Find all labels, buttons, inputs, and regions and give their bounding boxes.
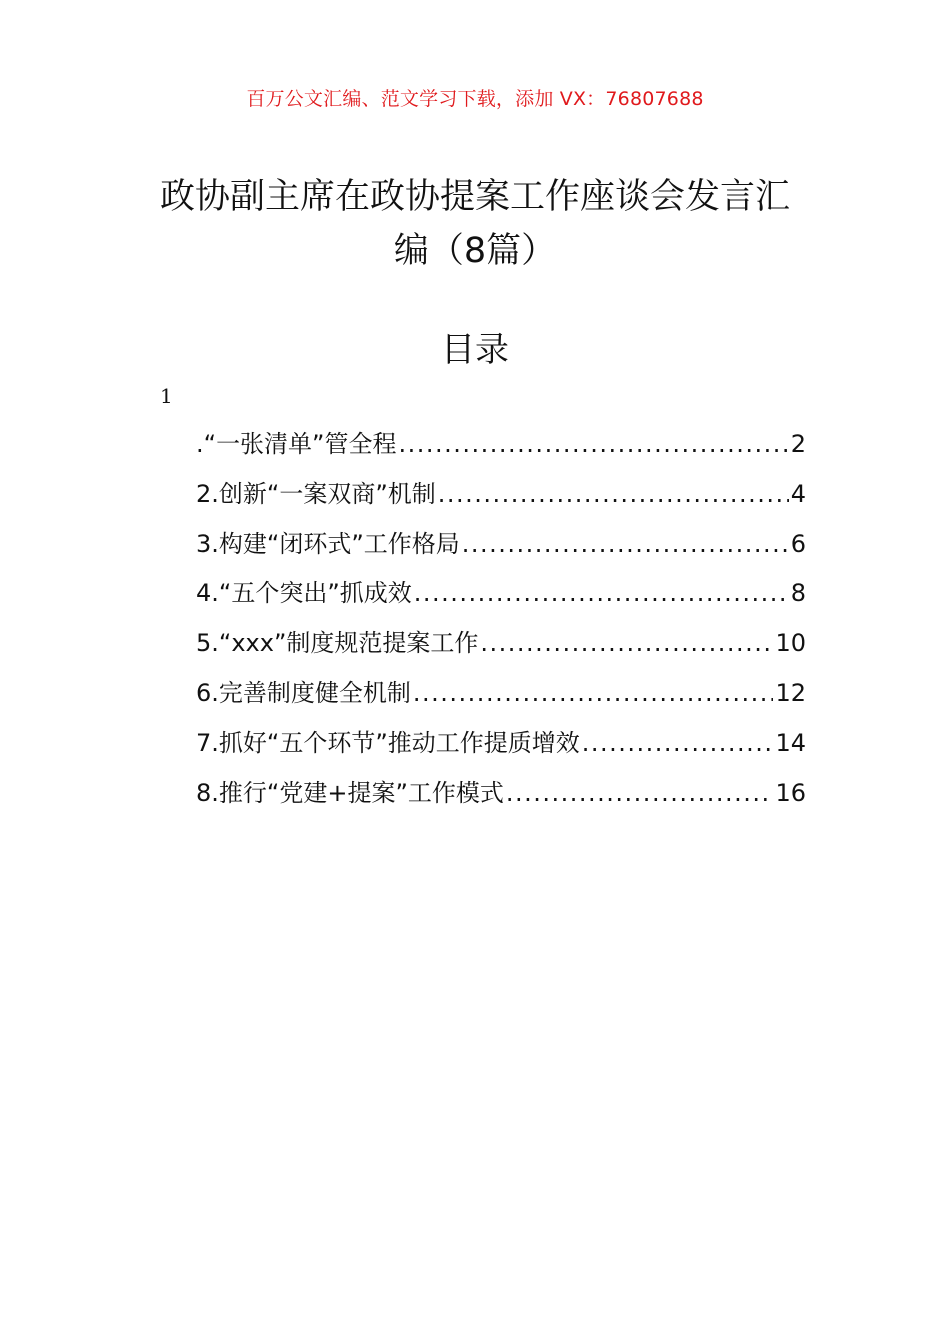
document-title: 政协副主席在政协提案工作座谈会发言汇编（8篇） xyxy=(159,177,790,271)
toc-dot-leader xyxy=(414,573,789,613)
toc-entry-label: 6.完善制度健全机制 xyxy=(196,678,411,707)
toc-dot-leader xyxy=(480,623,773,663)
toc-entry-page: 14 xyxy=(775,728,806,757)
toc-dot-leader xyxy=(399,424,789,464)
toc-entry-label: 4.“五个突出”抓成效 xyxy=(196,579,412,608)
toc-dot-leader xyxy=(582,723,774,763)
toc-entry-page: 10 xyxy=(775,629,806,658)
toc-dot-leader xyxy=(438,474,789,514)
toc-entry-label: 7.抓好“五个环节”推动工作提质增效 xyxy=(196,728,580,757)
toc-entry-page: 12 xyxy=(775,678,806,707)
toc-entry[interactable] xyxy=(196,623,806,673)
toc-entry-page: 2 xyxy=(790,430,806,458)
toc-entry-label: .“一张清单”管全程 xyxy=(196,430,397,458)
toc-dot-leader xyxy=(413,673,774,713)
header-banner: 百万公文汇编、范文学习下载，添加 VX：76807688 xyxy=(246,88,704,110)
toc-entry-page: 6 xyxy=(790,529,806,558)
toc-entry-page: 8 xyxy=(790,579,806,608)
toc-entry[interactable] xyxy=(196,773,806,823)
toc-entry[interactable] xyxy=(196,424,806,474)
stray-number: 1 xyxy=(160,384,173,408)
toc-dot-leader xyxy=(506,773,774,813)
toc-entry-label: 8.推行“党建+提案”工作模式 xyxy=(196,778,504,807)
toc-entry[interactable] xyxy=(196,474,806,524)
toc-entry[interactable] xyxy=(196,573,806,623)
toc-heading: 目录 xyxy=(441,330,509,370)
toc-entry-label: 3.构建“闭环式”工作格局 xyxy=(196,529,460,558)
toc-list xyxy=(196,424,806,822)
toc-entry-label: 5.“xxx”制度规范提案工作 xyxy=(196,629,479,658)
toc-entry-page: 4 xyxy=(790,479,806,508)
toc-entry[interactable] xyxy=(196,673,806,723)
toc-entry[interactable] xyxy=(196,723,806,773)
toc-dot-leader xyxy=(462,524,789,564)
toc-entry-label: 2.创新“一案双商”机制 xyxy=(196,479,436,508)
toc-entry-page: 16 xyxy=(775,778,806,807)
toc-entry[interactable] xyxy=(196,524,806,574)
